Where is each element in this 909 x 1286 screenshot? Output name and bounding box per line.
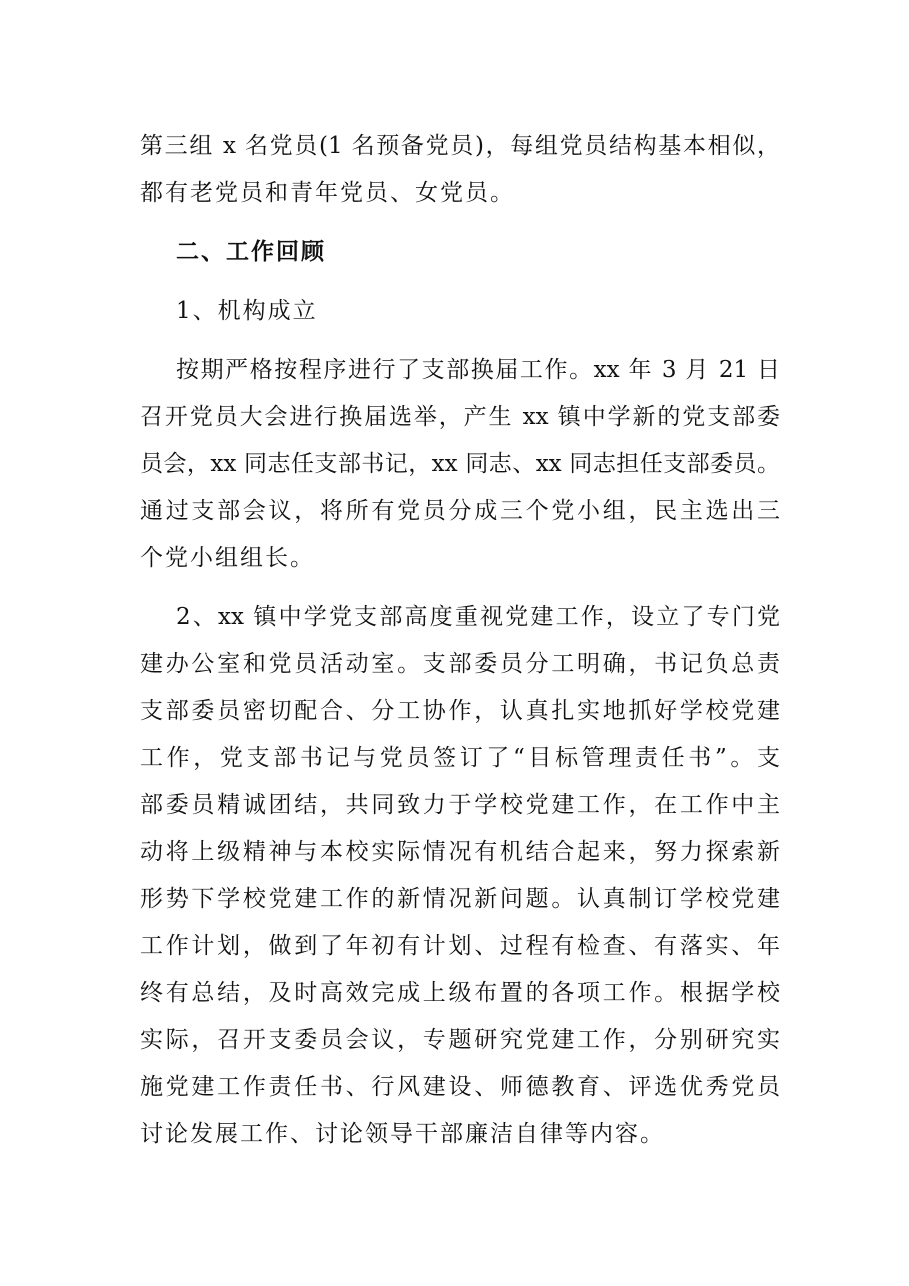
text-line: 都有老党员和青年党员、女党员。 [140, 180, 515, 206]
text-line: 通过支部会议，将所有党员分成三个党小组，民主选出三 [140, 498, 780, 524]
text-line: 动将上级精神与本校实际情况有机结合起来，努力探索新 [140, 839, 780, 865]
text-line: 工作，党支部书记与党员签订了“目标管理责任书”。支 [140, 745, 780, 771]
text-line: 支部委员密切配合、分工协作，认真扎实地抓好学校党建 [140, 698, 780, 724]
subsection-heading: 1、机构成立 [176, 298, 318, 324]
text-line: 按期严格按程序进行了支部换届工作。xx 年 3 月 21 日 [176, 357, 780, 383]
section-heading: 二、工作回顾 [176, 239, 326, 265]
text-line: 终有总结，及时高效完成上级布置的各项工作。根据学校 [140, 980, 780, 1006]
text-line: 工作计划，做到了年初有计划、过程有检查、有落实、年 [140, 933, 780, 959]
text-line: 部委员精诚团结，共同致力于学校党建工作，在工作中主 [140, 792, 780, 818]
text-line: 实际，召开支委员会议，专题研究党建工作，分别研究实 [140, 1027, 780, 1053]
text-line: 召开党员大会进行换届选举，产生 xx 镇中学新的党支部委 [140, 404, 780, 430]
text-line: 施党建工作责任书、行风建设、师德教育、评选优秀党员 [140, 1074, 780, 1100]
text-line: 形势下学校党建工作的新情况新问题。认真制订学校党建 [140, 886, 780, 912]
text-line: 建办公室和党员活动室。支部委员分工明确，书记负总责 [140, 651, 780, 677]
text-line: 讨论发展工作、讨论领导干部廉洁自律等内容。 [140, 1121, 665, 1147]
text-line: 员会，xx 同志任支部书记，xx 同志、xx 同志担任支部委员。 [140, 451, 780, 477]
text-line: 第三组 x 名党员(1 名预备党员)，每组党员结构基本相似， [140, 133, 780, 159]
text-line: 2、xx 镇中学党支部高度重视党建工作，设立了专门党 [176, 604, 780, 630]
text-line: 个党小组组长。 [140, 545, 315, 571]
